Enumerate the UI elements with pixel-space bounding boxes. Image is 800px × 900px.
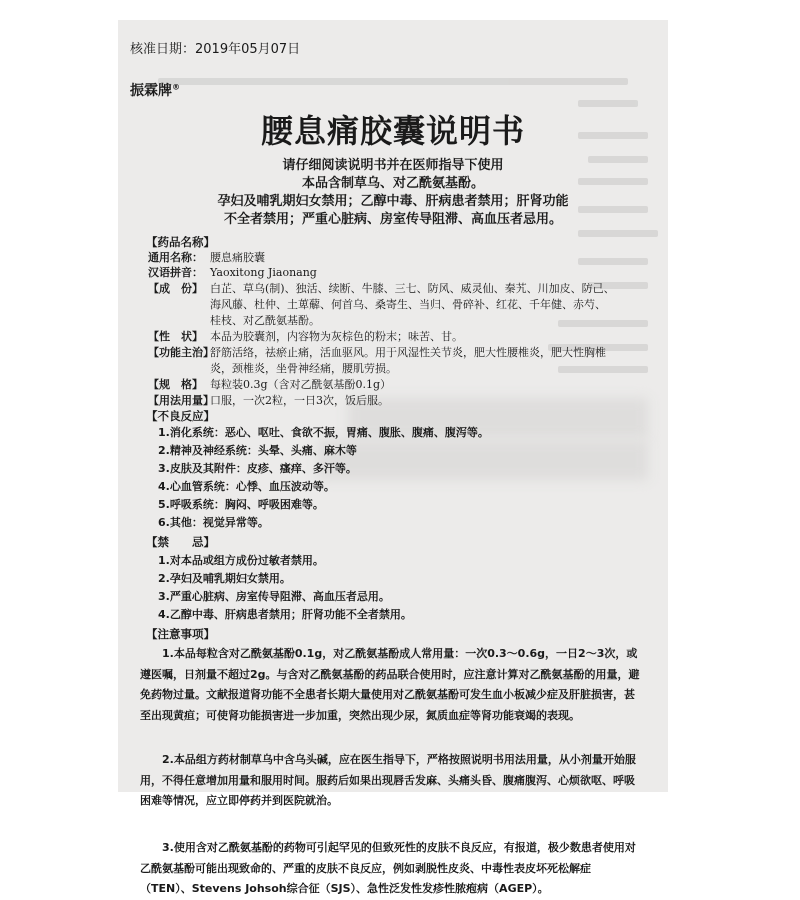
adverse-item: 1.消化系统：恶心、呕吐、食欲不振，胃痛、腹胀、腹痛、腹泻等。 <box>158 426 489 439</box>
adverse-item: 4.心血管系统：心悸、血压波动等。 <box>158 480 335 493</box>
precaution-paragraph: 3.使用含对乙酰氨基酚的药物可引起罕见的但致死性的皮肤不良反应，有报道，极少数患者使用对乙酰氨基酚可能出现致命的、严重的皮肤不良反应，例如剥脱性皮炎、中毒性表皮坏死松解症（TEN）、Stevens Johsoh综合征（SJS）、急性泛发性发疹性脓疱病（AGEP）。 <box>140 841 636 895</box>
adverse-item: 6.其他：视觉异常等。 <box>158 516 269 529</box>
document-title: 腰息痛胶囊说明书 <box>260 112 525 150</box>
indications-line: 炎，颈椎炎，坐骨神经痛，腰肌劳损。 <box>210 362 397 375</box>
specification-row: 【规 格】 每粒装0.3g（含对乙酰氨基酚0.1g） <box>148 378 392 391</box>
warning-line: 孕妇及哺乳期妇女禁用；乙醇中毒、肝病患者禁用；肝肾功能 <box>217 194 569 209</box>
precaution-paragraph: 2.本品组方药材制草乌中含乌头碱，应在医生指导下，严格按照说明书用法用量，从小剂量开始服用，不得任意增加用量和服用时间。服药后如果出现唇舌发麻、头痛头昏、腹痛腹泻、心烦欲呕、呼吸困难等情况，应立即停药并到医院就治。 <box>140 753 636 807</box>
section-header-adverse: 【不良反应】 <box>146 409 215 423</box>
ingredients-line: 海风藤、杜仲、土萆薢、何首乌、桑寄生、当归、骨碎补、红花、千年健、赤芍、 <box>210 298 606 311</box>
brand-name: 振霖牌® <box>130 82 180 99</box>
warning-line: 不全者禁用；严重心脏病、房室传导阻滞、高血压者忌用。 <box>223 212 562 227</box>
warning-line: 请仔细阅读说明书并在医师指导下使用 <box>282 158 504 173</box>
properties-row: 【性 状】 本品为胶囊剂，内容物为灰棕色的粉末；味苦、甘。 <box>148 330 463 343</box>
contraindication-item: 1.对本品或组方成份过敏者禁用。 <box>158 554 324 567</box>
pinyin-row: 汉语拼音： Yaoxitong Jiaonang <box>148 266 317 279</box>
ingredients-line: 桂枝、对乙酰氨基酚。 <box>210 314 320 327</box>
indications-row: 【功能主治】舒筋活络，祛瘀止痛，活血驱风。用于风湿性关节炎，肥大性腰椎炎，肥大性胸椎 <box>148 346 606 359</box>
adverse-item: 2.精神及神经系统：头晕、头痛、麻木等 <box>158 444 357 457</box>
contraindication-item: 4.乙醇中毒、肝病患者禁用；肝肾功能不全者禁用。 <box>158 608 412 621</box>
contraindication-item: 2.孕妇及哺乳期妇女禁用。 <box>158 572 291 585</box>
ingredients-row: 【成 份】 白芷、草乌(制)、独活、续断、牛膝、三七、防风、威灵仙、秦艽、川加皮、防己、 <box>148 282 615 295</box>
contraindication-item: 3.严重心脏病、房室传导阻滞、高血压者忌用。 <box>158 590 390 603</box>
dosage-row: 【用法用量】口服，一次2粒，一日3次，饭后服。 <box>148 394 389 407</box>
blurred-area <box>318 440 648 480</box>
warning-line: 本品含制草乌、对乙酰氨基酚。 <box>301 176 484 191</box>
section-header-contraindications: 【禁 忌】 <box>146 535 215 549</box>
precaution-paragraph: 1.本品每粒含对乙酰氨基酚0.1g，对乙酰氨基酚成人常用量：一次0.3～0.6g，一日2～3次，或遵医嘱，日剂量不超过2g。与含对乙酰氨基酚的药品联合使用时，应注意计算对乙酰氨基酚的用量，避免药物过量。文献报道肾功能不全患者长期大量使用对乙酰氨基酚可发生血小板减少症及肝脏损害，甚至出现黄疸；可使肾功能损害进一步加重，突然出现少尿，氮质血症等肾功能衰竭的表现。 <box>140 647 640 722</box>
adverse-item: 3.皮肤及其附件：皮疹、瘙痒、多汗等。 <box>158 462 357 475</box>
section-header-precautions: 【注意事项】 <box>146 627 215 641</box>
instruction-sheet <box>118 20 668 895</box>
common-name-row: 通用名称： 腰息痛胶囊 <box>148 251 265 264</box>
approval-date: 核准日期：2019年05月07日 <box>130 42 301 57</box>
adverse-item: 5.呼吸系统：胸闷、呼吸困难等。 <box>158 498 324 511</box>
section-header-drug-name: 【药品名称】 <box>146 235 215 249</box>
